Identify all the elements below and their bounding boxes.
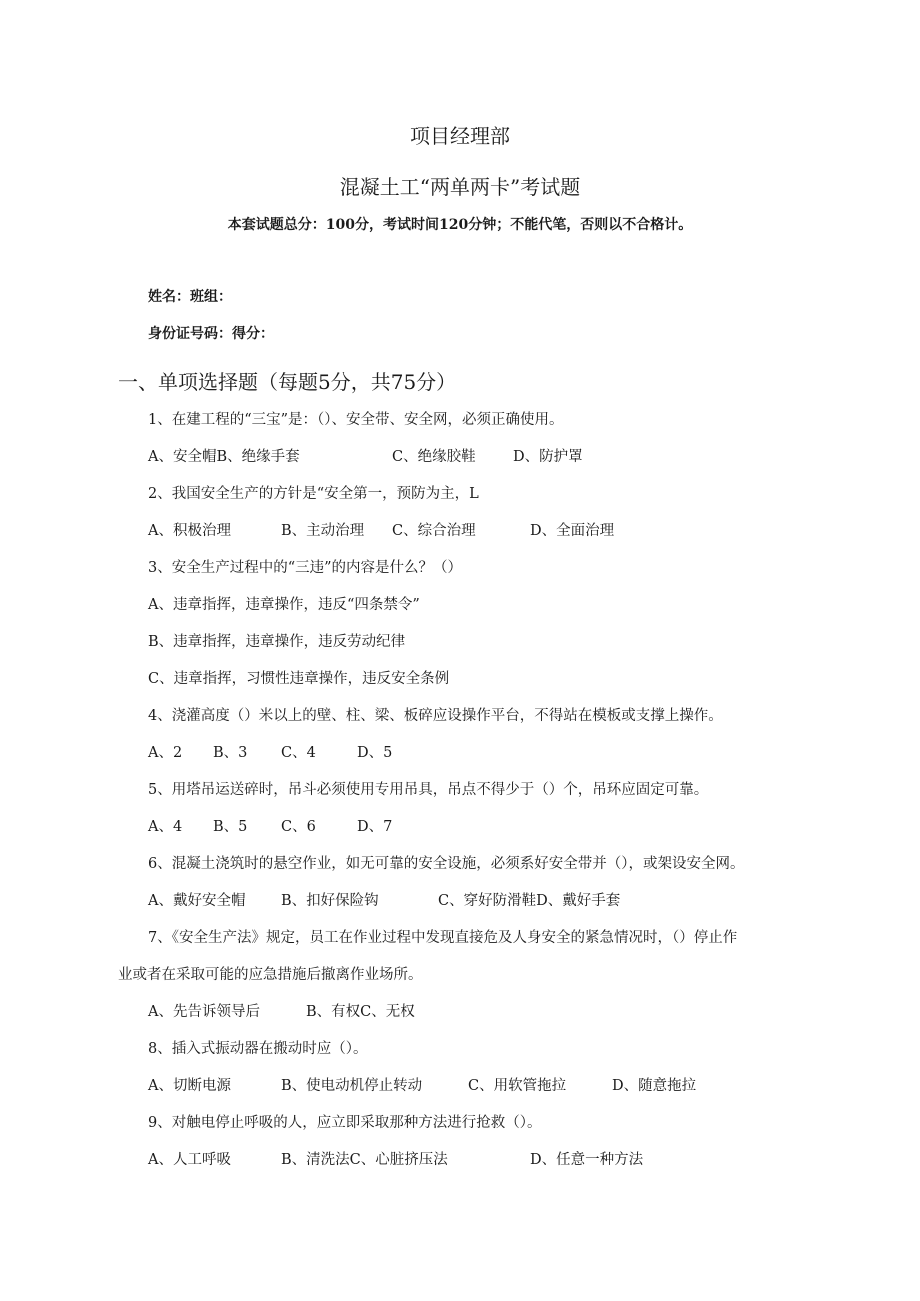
question-3: 3、安全生产过程中的“三违”的内容是什么？（）: [148, 560, 463, 576]
question-2: 2、我国安全生产的方针是“安全第一，预防为主，L: [148, 486, 479, 502]
q1-option-d: D、防护罩: [513, 449, 583, 465]
q7-option-a: A、先告诉领导后: [148, 1004, 260, 1020]
q5-option-b: B、5: [213, 819, 248, 835]
question-9: 9、对触电停止呼吸的人，应立即采取那种方法进行抢救（）。: [148, 1115, 542, 1131]
q6-option-a: A、戴好安全帽: [148, 893, 246, 909]
q4-option-c: C、4: [281, 745, 316, 761]
q9-option-bc: B、清洗法C、心脏挤压法: [281, 1152, 448, 1168]
section-title: 一、单项选择题（每题5分，共75分）: [118, 370, 457, 394]
q6-option-b: B、扣好保险钩: [281, 893, 379, 909]
q6-option-cd: C、穿好防滑鞋D、戴好手套: [438, 893, 621, 909]
q2-option-b: B、主动治理: [281, 523, 365, 539]
q8-option-d: D、随意拖拉: [612, 1078, 697, 1094]
q4-option-a: A、2: [148, 745, 183, 761]
q5-option-c: C、6: [281, 819, 316, 835]
q3-option-c: C、违章指挥，习惯性违章操作，违反安全条例: [148, 671, 450, 687]
q2-option-a: A、积极治理: [148, 523, 231, 539]
q7-option-bc: B、有权C、无权: [306, 1004, 415, 1020]
question-4: 4、浇灌高度（）米以上的壁、柱、梁、板碎应设操作平台，不得站在模板或支撑上操作。: [148, 708, 723, 724]
q9-option-d: D、任意一种方法: [530, 1152, 644, 1168]
q1-option-ab: A、安全帽B、绝缘手套: [148, 449, 300, 465]
exam-title: 混凝土工“两单两卡”考试题: [339, 175, 581, 199]
q2-option-d: D、全面治理: [530, 523, 615, 539]
q5-option-a: A、4: [148, 819, 183, 835]
q4-option-d: D、5: [357, 745, 393, 761]
question-7-continued: 业或者在采取可能的应急措施后撤离作业场所。: [118, 967, 423, 983]
q1-option-c: C、绝缘胶鞋: [392, 449, 476, 465]
question-5: 5、用塔吊运送碎时，吊斗必须使用专用吊具，吊点不得少于（）个，吊环应固定可靠。: [148, 782, 709, 798]
question-1: 1、在建工程的“三宝”是：（）、安全带、安全网，必须正确使用。: [148, 412, 564, 428]
name-group-field: 姓名：班组：: [148, 289, 232, 305]
q3-option-a: A、违章指挥，违章操作，违反“四条禁令”: [148, 597, 420, 613]
question-6: 6、混凝土浇筑时的悬空作业，如无可靠的安全设施，必须系好安全带并（），或架设安全网。: [148, 856, 745, 872]
q5-option-d: D、7: [357, 819, 393, 835]
id-score-field: 身份证号码：得分：: [148, 326, 274, 342]
department-title: 项目经理部: [410, 124, 510, 148]
exam-notice: 本套试题总分：100分，考试时间120分钟；不能代笔，否则以不合格计。: [227, 217, 693, 233]
question-8: 8、插入式振动器在搬动时应（）。: [148, 1041, 368, 1057]
q8-option-a: A、切断电源: [148, 1078, 231, 1094]
q8-option-b: B、使电动机停止转动: [281, 1078, 423, 1094]
q4-option-b: B、3: [213, 745, 248, 761]
q9-option-a: A、人工呼吸: [148, 1152, 231, 1168]
question-7: 7、《安全生产法》规定，员工在作业过程中发现直接危及人身安全的紧急情况时，（）停止作: [148, 930, 738, 946]
q2-option-c: C、综合治理: [392, 523, 476, 539]
q8-option-c: C、用软管拖拉: [468, 1078, 567, 1094]
q3-option-b: B、违章指挥，违章操作，违反劳动纪律: [148, 634, 406, 650]
